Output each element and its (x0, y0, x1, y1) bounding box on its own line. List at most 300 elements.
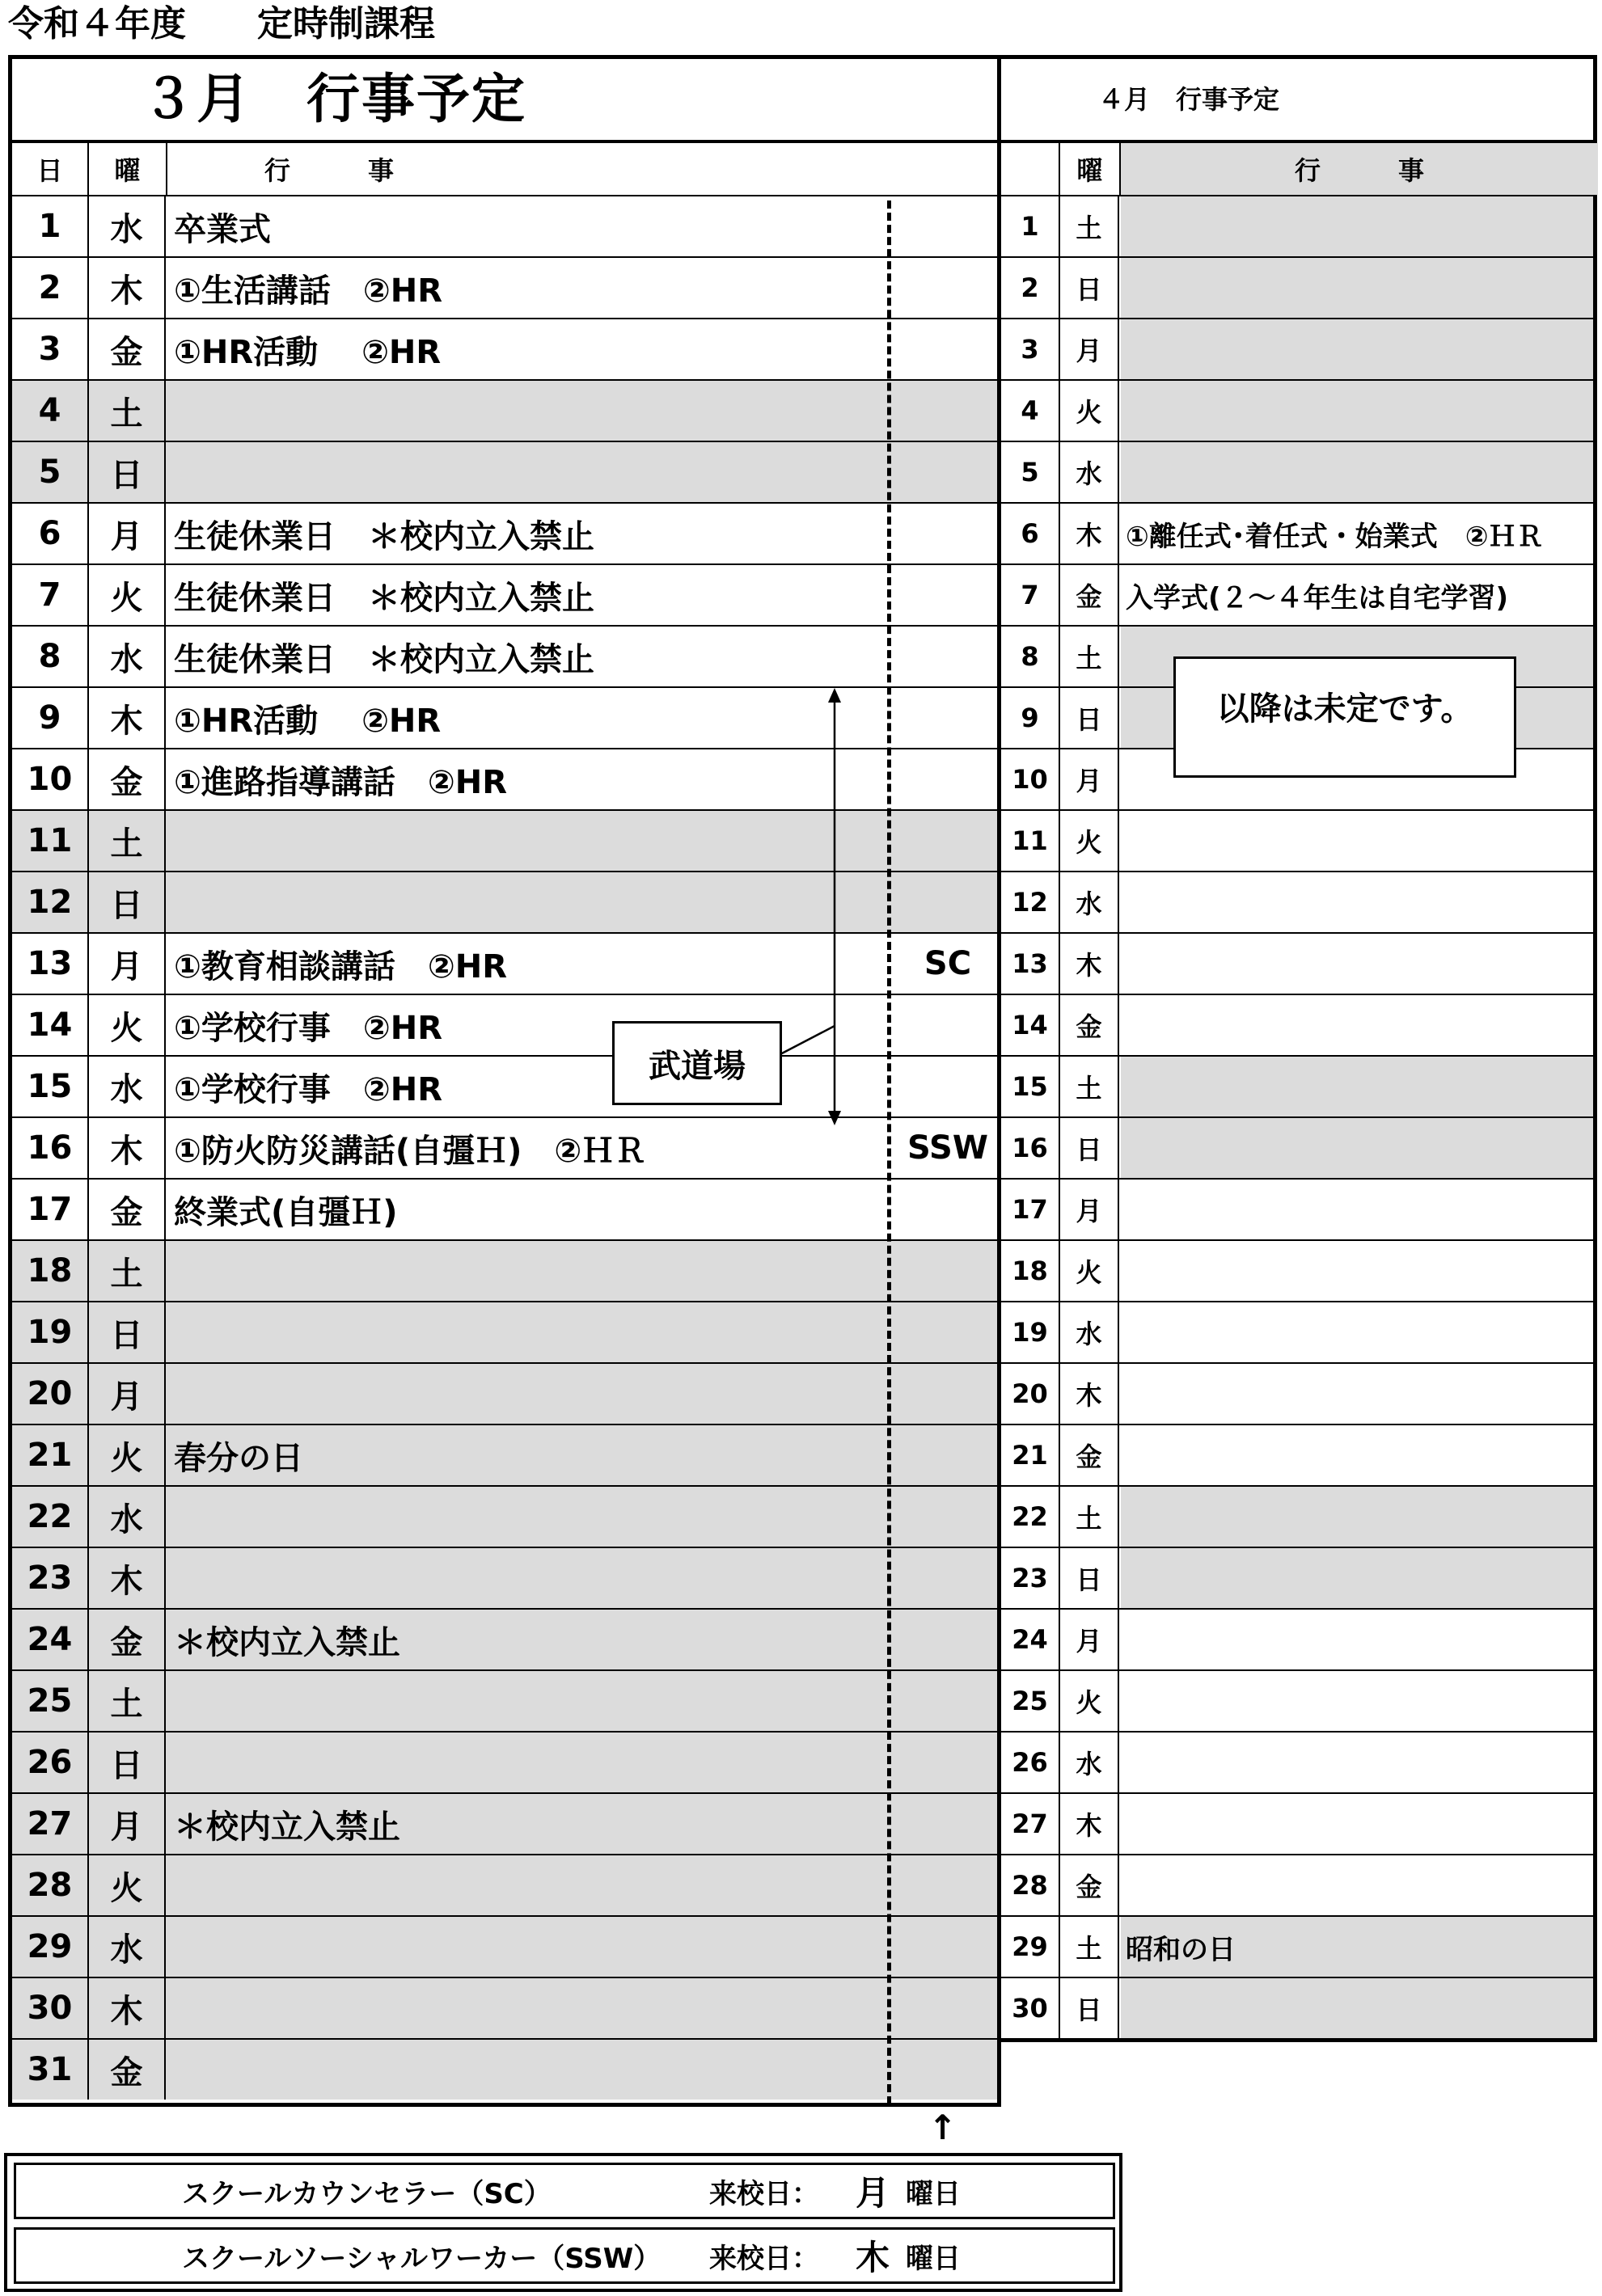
april-title: ４月 行事予定 (1098, 84, 1280, 115)
april-title-bar (1001, 59, 1593, 143)
april-row (1001, 1116, 1593, 1178)
march-note-cell: SSW (907, 1129, 988, 1167)
march-row (12, 1977, 997, 2038)
april-weekday-cell: 日 (1060, 1548, 1119, 1608)
march-weekday-cell: 水 (89, 1917, 166, 1977)
april-day-cell: 24 (1001, 1610, 1060, 1669)
april-day-cell: 14 (1001, 995, 1060, 1055)
march-day-cell: 4 (12, 381, 89, 441)
march-title-bar (12, 59, 997, 143)
april-event-cell (1121, 1548, 1594, 1608)
march-event-cell (167, 1671, 879, 1731)
march-day-cell: 29 (12, 1917, 89, 1977)
april-event-cell (1121, 1733, 1594, 1792)
april-event-cell (1121, 319, 1594, 379)
april-event-cell (1121, 1855, 1594, 1915)
april-weekday-cell: 土 (1060, 196, 1119, 256)
april-row (1001, 871, 1593, 932)
april-day-cell: 29 (1001, 1917, 1060, 1977)
march-event-cell (167, 2040, 879, 2100)
april-row (1001, 1055, 1593, 1116)
march-weekday-cell: 日 (89, 442, 166, 502)
march-day-cell: 12 (12, 872, 89, 932)
march-note-cell (895, 381, 1000, 441)
counselor-footer (4, 2153, 1122, 2292)
march-row (12, 1424, 997, 1485)
april-row (1001, 1977, 1593, 2038)
march-event-cell: ①防火防災講話(自彊Ｈ) ②ＨＲ (174, 1132, 647, 1170)
april-weekday-cell: 月 (1060, 1610, 1119, 1669)
march-row (12, 994, 997, 1055)
march-event-cell (167, 1241, 879, 1301)
march-row (12, 563, 997, 625)
april-event-cell (1121, 381, 1594, 441)
april-weekday-cell: 土 (1060, 1487, 1119, 1547)
april-row (1001, 563, 1593, 625)
april-event-cell (1121, 811, 1594, 871)
march-event-cell (167, 1978, 879, 2038)
march-event-cell: ①HR活動 ②HR (174, 702, 442, 740)
march-note-cell (895, 749, 1000, 809)
april-header-day (1001, 143, 1060, 195)
sc-suffix: 曜日 (906, 2177, 961, 2210)
march-day-cell: 18 (12, 1241, 89, 1301)
march-event-cell: ①学校行事 ②HR (174, 1009, 443, 1047)
march-note-cell (895, 1487, 1000, 1547)
march-event-cell (167, 1548, 879, 1608)
march-note-cell (895, 1610, 1000, 1669)
april-day-cell: 30 (1001, 1978, 1060, 2038)
april-day-cell: 13 (1001, 934, 1060, 994)
march-row (12, 318, 997, 379)
april-event-cell (1121, 1057, 1594, 1116)
march-day-cell: 27 (12, 1794, 89, 1854)
april-day-cell: 9 (1001, 688, 1060, 748)
march-weekday-cell: 日 (89, 1733, 166, 1792)
budojo-callout: 武道場 (612, 1021, 782, 1105)
april-column-header (1001, 143, 1593, 195)
march-note-cell (895, 319, 1000, 379)
dashed-divider (887, 200, 891, 2104)
march-note-cell (895, 1241, 1000, 1301)
march-note-cell (895, 688, 1000, 748)
march-row (12, 256, 997, 318)
march-weekday-cell: 水 (89, 627, 166, 686)
march-note-cell (895, 2040, 1000, 2100)
march-note-cell (895, 442, 1000, 502)
march-event-cell: 春分の日 (174, 1439, 303, 1477)
april-row (1001, 441, 1593, 502)
march-day-cell: 16 (12, 1118, 89, 1178)
march-day-cell: 17 (12, 1180, 89, 1239)
april-rows (1001, 195, 1593, 2038)
march-note-cell (895, 1794, 1000, 1854)
march-event-cell (167, 1364, 879, 1424)
april-row (1001, 502, 1593, 563)
march-note-cell (895, 627, 1000, 686)
april-row (1001, 994, 1593, 1055)
march-row (12, 379, 997, 441)
march-note-cell (895, 872, 1000, 932)
document-title: 令和４年度 定時制課程 (8, 3, 435, 44)
april-weekday-cell: 日 (1060, 258, 1119, 318)
march-event-cell (167, 1917, 879, 1977)
march-rows (12, 195, 997, 2100)
march-row (12, 1669, 997, 1731)
march-weekday-cell: 金 (89, 1610, 166, 1669)
march-weekday-cell: 月 (89, 1364, 166, 1424)
april-weekday-cell: 火 (1060, 381, 1119, 441)
march-event-cell: ①HR活動 ②HR (174, 333, 442, 371)
april-day-cell: 3 (1001, 319, 1060, 379)
april-row (1001, 1854, 1593, 1915)
april-day-cell: 4 (1001, 381, 1060, 441)
march-note-cell (895, 1917, 1000, 1977)
march-event-cell (167, 811, 879, 871)
march-row (12, 809, 997, 871)
april-day-cell: 2 (1001, 258, 1060, 318)
april-event-cell (1121, 1487, 1594, 1547)
march-row (12, 1055, 997, 1116)
march-weekday-cell: 土 (89, 381, 166, 441)
march-day-cell: 24 (12, 1610, 89, 1669)
march-weekday-cell: 金 (89, 749, 166, 809)
march-note-cell (895, 1057, 1000, 1116)
march-weekday-cell: 土 (89, 811, 166, 871)
april-header-weekday: 曜 (1060, 143, 1121, 195)
march-event-cell: ①学校行事 ②HR (174, 1070, 443, 1108)
april-day-cell: 12 (1001, 872, 1060, 932)
march-row (12, 1178, 997, 1239)
april-day-cell: 28 (1001, 1855, 1060, 1915)
march-row (12, 1485, 997, 1547)
april-day-cell: 25 (1001, 1671, 1060, 1731)
april-schedule-table (997, 55, 1597, 2042)
april-event-cell (1121, 1671, 1594, 1731)
march-weekday-cell: 月 (89, 1794, 166, 1854)
march-day-cell: 9 (12, 688, 89, 748)
march-event-cell: 生徒休業日 ＊校内立入禁止 (174, 640, 594, 678)
march-weekday-cell: 水 (89, 1057, 166, 1116)
march-row (12, 1239, 997, 1301)
march-header-day: 日 (12, 143, 89, 195)
march-weekday-cell: 木 (89, 1978, 166, 2038)
march-event-cell: 生徒休業日 ＊校内立入禁止 (174, 517, 594, 555)
april-weekday-cell: 月 (1060, 319, 1119, 379)
april-day-cell: 19 (1001, 1302, 1060, 1362)
march-column-header (12, 143, 997, 195)
march-day-cell: 21 (12, 1425, 89, 1485)
april-day-cell: 27 (1001, 1794, 1060, 1854)
april-weekday-cell: 土 (1060, 1917, 1119, 1977)
march-title: ３月 行事予定 (142, 68, 526, 130)
april-weekday-cell: 水 (1060, 1302, 1119, 1362)
ssw-visit-label: 来校日： (709, 2242, 819, 2275)
april-day-cell: 8 (1001, 627, 1060, 686)
april-day-cell: 1 (1001, 196, 1060, 256)
march-weekday-cell: 金 (89, 1180, 166, 1239)
march-weekday-cell: 木 (89, 258, 166, 318)
march-schedule-table (8, 55, 1001, 2107)
march-note-cell (895, 1671, 1000, 1731)
march-day-cell: 15 (12, 1057, 89, 1116)
april-row (1001, 1915, 1593, 1977)
march-row (12, 1116, 997, 1178)
april-day-cell: 22 (1001, 1487, 1060, 1547)
march-day-cell: 11 (12, 811, 89, 871)
march-row (12, 441, 997, 502)
april-row (1001, 379, 1593, 441)
march-day-cell: 20 (12, 1364, 89, 1424)
april-weekday-cell: 月 (1060, 1180, 1119, 1239)
april-event-cell (1121, 1364, 1594, 1424)
march-day-cell: 31 (12, 2040, 89, 2100)
april-event-cell (1121, 1302, 1594, 1362)
april-row (1001, 1731, 1593, 1792)
ssw-label: スクールソーシャルワーカー（SSW） (182, 2242, 662, 2275)
april-weekday-cell: 木 (1060, 1364, 1119, 1424)
april-row (1001, 1239, 1593, 1301)
march-day-cell: 10 (12, 749, 89, 809)
march-day-cell: 30 (12, 1978, 89, 2038)
april-weekday-cell: 水 (1060, 1733, 1119, 1792)
april-event-cell: 入学式(２～４年生は自宅学習) (1126, 581, 1509, 614)
march-weekday-cell: 月 (89, 504, 166, 563)
april-day-cell: 16 (1001, 1118, 1060, 1178)
march-weekday-cell: 土 (89, 1241, 166, 1301)
march-event-cell (167, 872, 879, 932)
march-weekday-cell: 金 (89, 2040, 166, 2100)
sc-row (14, 2163, 1115, 2219)
march-row (12, 195, 997, 256)
march-day-cell: 1 (12, 196, 89, 256)
april-row (1001, 1669, 1593, 1731)
sc-visit-label: 来校日： (709, 2177, 819, 2210)
april-event-cell: 昭和の日 (1126, 1933, 1236, 1966)
april-day-cell: 7 (1001, 565, 1060, 625)
march-header-event: 行 事 (264, 155, 394, 186)
up-arrow-icon: ↑ (928, 2108, 957, 2147)
april-weekday-cell: 木 (1060, 504, 1119, 563)
march-row (12, 2038, 997, 2100)
sc-label: スクールカウンセラー（SC） (182, 2177, 552, 2210)
march-day-cell: 19 (12, 1302, 89, 1362)
march-note-cell (895, 258, 1000, 318)
march-weekday-cell: 木 (89, 1118, 166, 1178)
april-event-cell (1121, 1118, 1594, 1178)
march-row (12, 1362, 997, 1424)
april-event-cell (1121, 1241, 1594, 1301)
march-day-cell: 8 (12, 627, 89, 686)
april-event-cell (1121, 1180, 1594, 1239)
april-weekday-cell: 木 (1060, 934, 1119, 994)
march-note-cell (895, 1548, 1000, 1608)
march-row (12, 1608, 997, 1669)
march-event-cell: ①教育相談講話 ②HR (174, 948, 508, 986)
march-note-cell (895, 1364, 1000, 1424)
april-weekday-cell: 日 (1060, 1118, 1119, 1178)
april-event-cell: ①離任式･着任式・始業式 ②ＨＲ (1126, 520, 1544, 553)
march-note-cell (895, 995, 1000, 1055)
april-weekday-cell: 火 (1060, 1241, 1119, 1301)
march-note-cell (895, 1302, 1000, 1362)
april-day-cell: 20 (1001, 1364, 1060, 1424)
april-row (1001, 1178, 1593, 1239)
march-day-cell: 23 (12, 1548, 89, 1608)
march-event-cell (167, 1302, 879, 1362)
march-row (12, 1301, 997, 1362)
march-row (12, 1547, 997, 1608)
april-weekday-cell: 金 (1060, 1855, 1119, 1915)
april-row (1001, 932, 1593, 994)
march-row (12, 686, 997, 748)
april-row (1001, 1792, 1593, 1854)
march-event-cell: ＊校内立入禁止 (174, 1623, 400, 1661)
april-weekday-cell: 土 (1060, 1057, 1119, 1116)
april-event-cell (1121, 1425, 1594, 1485)
march-note-cell (895, 1180, 1000, 1239)
april-row (1001, 1424, 1593, 1485)
march-row (12, 1854, 997, 1915)
march-note-cell (895, 1855, 1000, 1915)
april-weekday-cell: 金 (1060, 995, 1119, 1055)
march-day-cell: 14 (12, 995, 89, 1055)
april-day-cell: 26 (1001, 1733, 1060, 1792)
march-event-cell (167, 442, 879, 502)
march-day-cell: 26 (12, 1733, 89, 1792)
april-day-cell: 17 (1001, 1180, 1060, 1239)
march-weekday-cell: 火 (89, 1425, 166, 1485)
march-note-cell (895, 196, 1000, 256)
april-event-cell (1121, 196, 1594, 256)
march-row (12, 1731, 997, 1792)
march-day-cell: 28 (12, 1855, 89, 1915)
march-note-cell (895, 1425, 1000, 1485)
march-day-cell: 13 (12, 934, 89, 994)
march-note-cell (895, 1978, 1000, 2038)
march-weekday-cell: 日 (89, 872, 166, 932)
april-row (1001, 1547, 1593, 1608)
april-day-cell: 6 (1001, 504, 1060, 563)
march-event-cell: ＊校内立入禁止 (174, 1808, 400, 1846)
march-header-weekday: 曜 (89, 143, 167, 195)
march-note-cell (895, 504, 1000, 563)
march-event-cell (167, 1733, 879, 1792)
march-note-cell (895, 565, 1000, 625)
march-weekday-cell: 水 (89, 196, 166, 256)
april-row (1001, 1301, 1593, 1362)
april-event-cell (1121, 872, 1594, 932)
april-event-cell (1121, 1610, 1594, 1669)
march-weekday-cell: 火 (89, 995, 166, 1055)
march-weekday-cell: 火 (89, 1855, 166, 1915)
march-event-cell (167, 1487, 879, 1547)
march-row (12, 502, 997, 563)
april-weekday-cell: 火 (1060, 811, 1119, 871)
april-weekday-cell: 日 (1060, 688, 1119, 748)
april-row (1001, 1485, 1593, 1547)
april-row (1001, 809, 1593, 871)
march-weekday-cell: 木 (89, 688, 166, 748)
march-note-cell (895, 811, 1000, 871)
april-header-event: 行 事 (1121, 143, 1598, 195)
march-note-cell: SC (924, 945, 972, 982)
april-day-cell: 10 (1001, 749, 1060, 809)
march-day-cell: 3 (12, 319, 89, 379)
april-weekday-cell: 火 (1060, 1671, 1119, 1731)
undecided-callout: 以降は未定です。 (1173, 656, 1516, 778)
april-day-cell: 5 (1001, 442, 1060, 502)
april-weekday-cell: 土 (1060, 627, 1119, 686)
april-weekday-cell: 水 (1060, 442, 1119, 502)
ssw-row (14, 2227, 1115, 2284)
april-weekday-cell: 日 (1060, 1978, 1119, 2038)
march-event-cell (167, 381, 879, 441)
march-weekday-cell: 月 (89, 934, 166, 994)
april-weekday-cell: 金 (1060, 1425, 1119, 1485)
april-event-cell (1121, 1794, 1594, 1854)
march-note-cell (895, 1733, 1000, 1792)
april-weekday-cell: 月 (1060, 749, 1119, 809)
march-event-cell: 生徒休業日 ＊校内立入禁止 (174, 579, 594, 617)
march-event-cell: 終業式(自彊Ｈ) (174, 1193, 398, 1231)
march-weekday-cell: 木 (89, 1548, 166, 1608)
april-event-cell (1121, 442, 1594, 502)
march-row (12, 871, 997, 932)
march-row (12, 1915, 997, 1977)
april-day-cell: 15 (1001, 1057, 1060, 1116)
april-row (1001, 256, 1593, 318)
april-weekday-cell: 金 (1060, 565, 1119, 625)
march-weekday-cell: 水 (89, 1487, 166, 1547)
march-day-cell: 5 (12, 442, 89, 502)
march-weekday-cell: 金 (89, 319, 166, 379)
april-day-cell: 23 (1001, 1548, 1060, 1608)
april-event-cell (1121, 934, 1594, 994)
april-weekday-cell: 水 (1060, 872, 1119, 932)
april-row (1001, 318, 1593, 379)
march-row (12, 748, 997, 809)
march-weekday-cell: 日 (89, 1302, 166, 1362)
april-row (1001, 1608, 1593, 1669)
march-row (12, 625, 997, 686)
march-day-cell: 25 (12, 1671, 89, 1731)
march-day-cell: 7 (12, 565, 89, 625)
march-event-cell: ①生活講話 ②HR (174, 272, 443, 310)
march-day-cell: 2 (12, 258, 89, 318)
march-day-cell: 22 (12, 1487, 89, 1547)
ssw-visit-day: 木 (856, 2238, 890, 2277)
april-weekday-cell: 木 (1060, 1794, 1119, 1854)
april-row (1001, 195, 1593, 256)
april-event-cell (1121, 258, 1594, 318)
april-day-cell: 21 (1001, 1425, 1060, 1485)
march-row (12, 1792, 997, 1854)
march-weekday-cell: 火 (89, 565, 166, 625)
ssw-suffix: 曜日 (906, 2242, 961, 2275)
april-day-cell: 18 (1001, 1241, 1060, 1301)
march-weekday-cell: 土 (89, 1671, 166, 1731)
march-event-cell: ①進路指導講話 ②HR (174, 763, 508, 801)
march-event-cell (167, 1855, 879, 1915)
march-row (12, 932, 997, 994)
march-event-cell: 卒業式 (174, 210, 271, 248)
april-event-cell (1121, 1978, 1594, 2038)
april-row (1001, 1362, 1593, 1424)
sc-visit-day: 月 (856, 2173, 890, 2213)
march-day-cell: 6 (12, 504, 89, 563)
april-day-cell: 11 (1001, 811, 1060, 871)
